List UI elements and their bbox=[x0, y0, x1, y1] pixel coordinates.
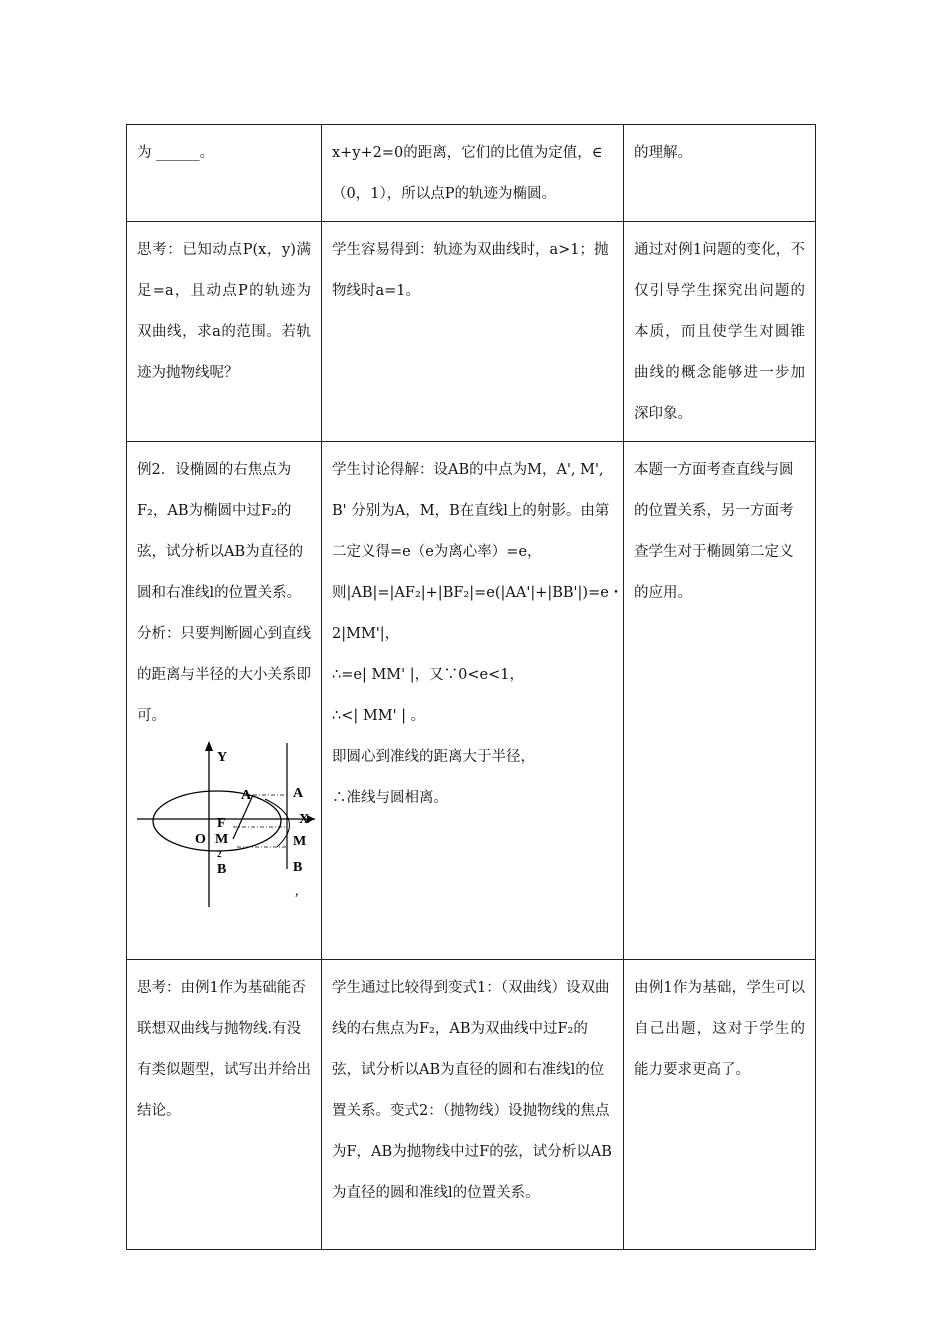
cell-intent bbox=[624, 125, 816, 222]
label-y: Y bbox=[217, 750, 228, 765]
label-x: X bbox=[299, 812, 310, 827]
cell-student bbox=[322, 222, 624, 442]
cell-text: 学生容易得到：轨迹为双曲线时，a>1；抛物线时a=1。 bbox=[332, 242, 609, 299]
label-b: B bbox=[217, 862, 227, 877]
cell-student bbox=[322, 125, 624, 222]
cell-question bbox=[127, 960, 322, 1250]
cell-text: 分析：只要判断圆心到直线的距离与半径的大小关系即可。 bbox=[137, 626, 311, 724]
label-subscript-2: 2 bbox=[217, 849, 222, 859]
cell-text: ∴<| MM' | 。 bbox=[332, 708, 426, 724]
label-b-prime: B bbox=[293, 860, 303, 875]
cell-intent bbox=[624, 960, 816, 1250]
lesson-table bbox=[126, 124, 816, 1250]
label-o: O bbox=[195, 832, 206, 847]
circle-arc bbox=[265, 799, 290, 847]
ellipse-diagram bbox=[137, 739, 317, 909]
cell-question bbox=[127, 125, 322, 222]
label-comma: , bbox=[295, 884, 299, 899]
label-f: F bbox=[217, 816, 226, 831]
cell-text: 即圆心到准线的距离大于半径， bbox=[332, 749, 535, 765]
cell-text: ∴=e| MM' |，又∵0<e<1， bbox=[332, 667, 524, 683]
y-axis-arrow bbox=[205, 741, 213, 751]
cell-intent bbox=[624, 222, 816, 442]
table-row bbox=[127, 960, 816, 1250]
table-row bbox=[127, 222, 816, 442]
table-row bbox=[127, 442, 816, 960]
cell-text: 思考：由例1作为基础能否联想双曲线与抛物线.有没有类似题型，试写出并给出结论。 bbox=[137, 980, 311, 1119]
cell-student bbox=[322, 442, 624, 960]
cell-question bbox=[127, 222, 322, 442]
label-a: A bbox=[241, 788, 252, 803]
label-m: M bbox=[215, 832, 229, 847]
cell-text: 本题一方面考查直线与圆的位置关系，另一方面考查学生对于椭圆第二定义的应用。 bbox=[634, 462, 794, 601]
label-a-prime: A bbox=[293, 786, 304, 801]
cell-text: ∴准线与圆相离。 bbox=[332, 790, 448, 806]
label-m-prime: M bbox=[293, 834, 307, 849]
cell-text: x+y+2=0的距离，它们的比值为定值，∈（0，1），所以点P的轨迹为椭圆。 bbox=[332, 145, 603, 202]
cell-text: 思考：已知动点P(x，y)满足=a，且动点P的轨迹为双曲线，求a的范围。若轨迹为抛物线呢？ bbox=[137, 242, 311, 381]
cell-text: 为 ______。 bbox=[137, 145, 215, 161]
cell-intent bbox=[624, 442, 816, 960]
cell-student bbox=[322, 960, 624, 1250]
cell-text: 的理解。 bbox=[634, 145, 692, 161]
cell-text: 学生通过比较得到变式1：（双曲线）设双曲线的右焦点为F₂，AB为双曲线中过F₂的弦，试分析以AB为直径的圆和右准线l的位置关系。变式2：（抛物线）设抛物线的焦点为F，AB为抛物线中过F的弦，试分析以AB为直径的圆和准线l的位置关系。 bbox=[332, 980, 612, 1201]
cell-text: 由例1作为基础，学生可以自己出题，这对于学生的能力要求更高了。 bbox=[634, 980, 805, 1078]
cell-text: 通过对例1问题的变化，不仅引导学生探究出问题的本质，而且使学生对圆锥曲线的概念能够进一步加深印象。 bbox=[634, 242, 805, 422]
cell-question bbox=[127, 442, 322, 960]
table-row bbox=[127, 125, 816, 222]
cell-text: 学生讨论得解：设AB的中点为M，A', M', B' 分别为A，M，B在直线l上的射影。由第二定义得=e（e为离心率）=e，则|AB|=|AF₂|+|BF₂|=e(|AA'|+|BB'|)=e・2|MM'|， bbox=[332, 462, 624, 642]
cell-text: 例2．设椭圆的右焦点为F₂，AB为椭圆中过F₂的弦，试分析以AB为直径的圆和右准线l的位置关系。 bbox=[137, 462, 304, 601]
